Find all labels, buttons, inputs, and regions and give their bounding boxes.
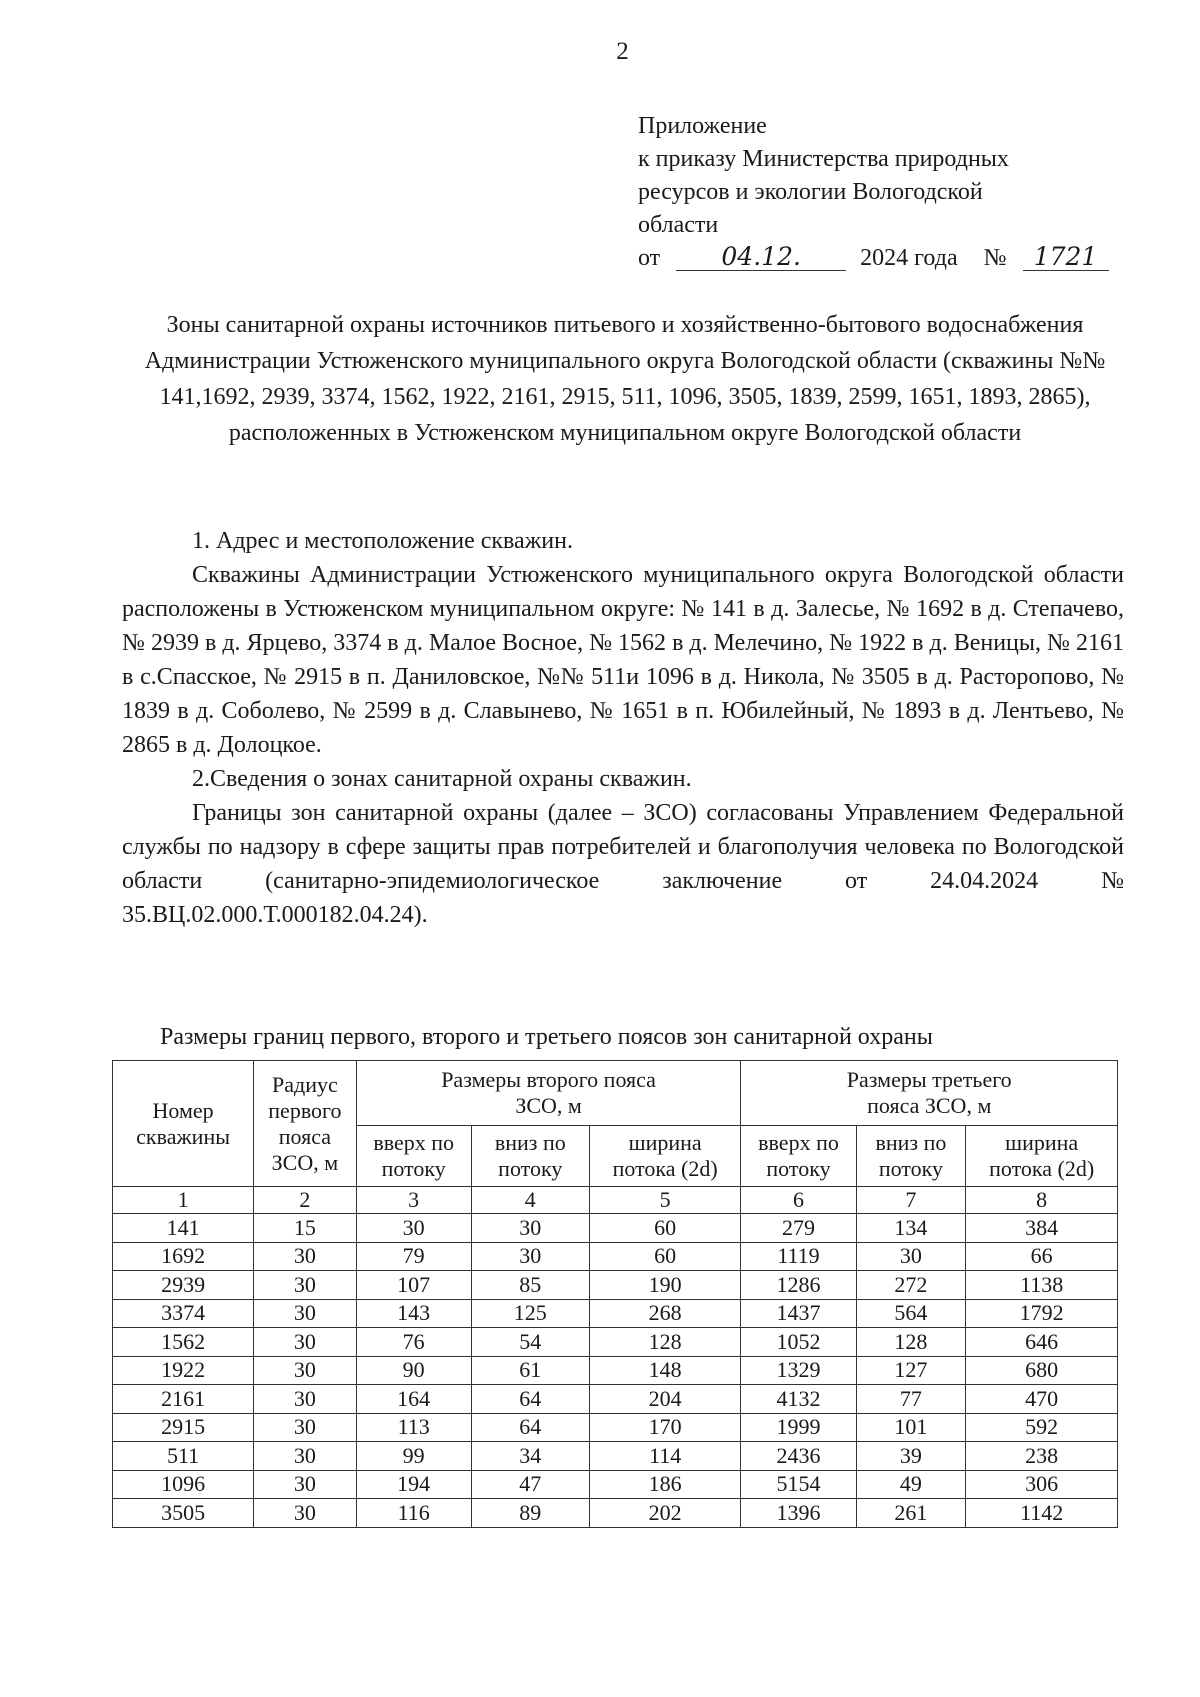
cell-third-up: 1052 — [741, 1328, 856, 1357]
cell-first-zone-radius: 30 — [254, 1299, 356, 1328]
cell-first-zone-radius: 30 — [254, 1385, 356, 1414]
cell-second-width: 268 — [589, 1299, 741, 1328]
cell-well-number: 2915 — [113, 1413, 254, 1442]
cell-second-width: 60 — [589, 1214, 741, 1243]
table-row — [113, 1470, 1118, 1499]
section2-heading: 2.Сведения о зонах санитарной охраны скважин. — [192, 766, 692, 792]
cell-well-number: 1562 — [113, 1328, 254, 1357]
cell-second-down: 64 — [471, 1413, 589, 1442]
cell-second-up: 79 — [356, 1242, 471, 1271]
header-third-up: вверх по потоку — [741, 1126, 856, 1187]
cell-second-down: 89 — [471, 1499, 589, 1528]
cell-third-width: 1792 — [966, 1299, 1118, 1328]
header-third-down: вниз по потоку — [856, 1126, 966, 1187]
cell-third-up: 1119 — [741, 1242, 856, 1271]
cell-third-width: 592 — [966, 1413, 1118, 1442]
cell-third-up: 5154 — [741, 1470, 856, 1499]
cell-well-number: 2939 — [113, 1271, 254, 1300]
table-row — [113, 1271, 1118, 1300]
column-number: 8 — [966, 1187, 1118, 1214]
cell-second-up: 113 — [356, 1413, 471, 1442]
cell-third-width: 238 — [966, 1442, 1118, 1471]
handwritten-number: 1721 — [1023, 244, 1109, 271]
cell-well-number: 3505 — [113, 1499, 254, 1528]
cell-second-width: 204 — [589, 1385, 741, 1414]
cell-second-up: 76 — [356, 1328, 471, 1357]
header-second-width: ширина потока (2d) — [589, 1126, 741, 1187]
appendix-header — [638, 110, 1158, 275]
cell-third-down: 128 — [856, 1328, 966, 1357]
cell-second-width: 114 — [589, 1442, 741, 1471]
cell-second-down: 64 — [471, 1385, 589, 1414]
cell-well-number: 3374 — [113, 1299, 254, 1328]
table-row — [113, 1499, 1118, 1528]
handwritten-date: 04.12. — [676, 244, 846, 271]
header-well-number: Номер скважины — [113, 1061, 254, 1187]
cell-second-down: 34 — [471, 1442, 589, 1471]
cell-second-down: 47 — [471, 1470, 589, 1499]
column-number: 4 — [471, 1187, 589, 1214]
number-label: № — [983, 245, 1007, 271]
section2-text: Границы зон санитарной охраны (далее – ЗСО) согласованы Управлением Федеральной службы по надзору в сфере защиты прав потребителей и благополучия человека по Вологодской области (санитарно-эпидемиологическое заключение от 24.04.2024 № 35.ВЦ.02.000.Т.000182.04.24). — [122, 800, 1124, 928]
cell-third-width: 1142 — [966, 1499, 1118, 1528]
cell-third-down: 49 — [856, 1470, 966, 1499]
cell-well-number: 511 — [113, 1442, 254, 1471]
cell-well-number: 1692 — [113, 1242, 254, 1271]
cell-third-down: 77 — [856, 1385, 966, 1414]
cell-first-zone-radius: 30 — [254, 1242, 356, 1271]
table-row — [113, 1442, 1118, 1471]
cell-second-up: 30 — [356, 1214, 471, 1243]
cell-third-down: 39 — [856, 1442, 966, 1471]
year-text: 2024 года — [860, 245, 958, 271]
header-second-up: вверх по потоку — [356, 1126, 471, 1187]
cell-third-width: 306 — [966, 1470, 1118, 1499]
table-row — [113, 1328, 1118, 1357]
table-row — [113, 1385, 1118, 1414]
appendix-line: Приложение — [638, 113, 767, 139]
cell-second-width: 190 — [589, 1271, 741, 1300]
cell-second-down: 61 — [471, 1356, 589, 1385]
header-first-zone-radius: Радиус первого пояса ЗСО, м — [254, 1061, 356, 1187]
cell-second-up: 107 — [356, 1271, 471, 1300]
cell-first-zone-radius: 30 — [254, 1470, 356, 1499]
cell-third-width: 680 — [966, 1356, 1118, 1385]
cell-second-down: 30 — [471, 1242, 589, 1271]
cell-second-width: 170 — [589, 1413, 741, 1442]
section1-heading: 1. Адрес и местоположение скважин. — [192, 528, 573, 554]
appendix-line: к приказу Министерства природных — [638, 146, 1009, 172]
appendix-line: области — [638, 212, 719, 238]
cell-third-down: 127 — [856, 1356, 966, 1385]
table-caption: Размеры границ первого, второго и третьего поясов зон санитарной охраны — [160, 1024, 933, 1050]
cell-second-down: 30 — [471, 1214, 589, 1243]
column-number: 6 — [741, 1187, 856, 1214]
header-third-width: ширина потока (2d) — [966, 1126, 1118, 1187]
cell-third-up: 2436 — [741, 1442, 856, 1471]
cell-third-down: 272 — [856, 1271, 966, 1300]
cell-well-number: 1096 — [113, 1470, 254, 1499]
cell-third-down: 261 — [856, 1499, 966, 1528]
cell-third-down: 564 — [856, 1299, 966, 1328]
cell-third-width: 470 — [966, 1385, 1118, 1414]
zones-table — [112, 1060, 1118, 1528]
page-number: 2 — [616, 38, 629, 65]
cell-first-zone-radius: 15 — [254, 1214, 356, 1243]
table-row — [113, 1356, 1118, 1385]
header-second-zone: Размеры второго пояса ЗСО, м — [356, 1061, 741, 1126]
from-label: от — [638, 245, 661, 271]
cell-second-down: 85 — [471, 1271, 589, 1300]
cell-second-up: 99 — [356, 1442, 471, 1471]
cell-well-number: 141 — [113, 1214, 254, 1243]
table-row — [113, 1413, 1118, 1442]
zones-table-body — [113, 1187, 1118, 1528]
cell-second-width: 148 — [589, 1356, 741, 1385]
cell-second-up: 116 — [356, 1499, 471, 1528]
cell-third-width: 646 — [966, 1328, 1118, 1357]
cell-second-up: 90 — [356, 1356, 471, 1385]
cell-second-width: 186 — [589, 1470, 741, 1499]
cell-third-width: 66 — [966, 1242, 1118, 1271]
section1-text: Скважины Администрации Устюженского муниципального округа Вологодской области расположены в Устюженском муниципальном округе: № 141 в д. Залесье, № 1692 в д. Степачево, № 2939 в д. Ярцево, 3374 в д. Малое Восное, № 1562 в д. Мелечино, № 1922 в д. Веницы, № 2161 в с.Спасское, № 2915 в п. Даниловское, №№ 511и 1096 в д. Никола, № 3505 в д. Расторопово, № 1839 в д. Соболево, № 2599 в д. Славынево, № 1651 в п. Юбилейный, № 1893 в д. Лентьево, № 2865 в д. Долоцкое. — [122, 562, 1124, 758]
column-number: 1 — [113, 1187, 254, 1214]
cell-third-down: 101 — [856, 1413, 966, 1442]
cell-third-up: 279 — [741, 1214, 856, 1243]
cell-second-up: 143 — [356, 1299, 471, 1328]
appendix-line: ресурсов и экологии Вологодской — [638, 179, 983, 205]
column-number: 3 — [356, 1187, 471, 1214]
column-number: 7 — [856, 1187, 966, 1214]
cell-third-up: 1329 — [741, 1356, 856, 1385]
cell-second-width: 60 — [589, 1242, 741, 1271]
table-row — [113, 1299, 1118, 1328]
appendix-date-line — [638, 242, 1158, 275]
header-second-down: вниз по потоку — [471, 1126, 589, 1187]
cell-first-zone-radius: 30 — [254, 1271, 356, 1300]
column-number-row — [113, 1187, 1118, 1214]
cell-well-number: 1922 — [113, 1356, 254, 1385]
cell-third-up: 1396 — [741, 1499, 856, 1528]
column-number: 5 — [589, 1187, 741, 1214]
cell-third-up: 1286 — [741, 1271, 856, 1300]
column-number: 2 — [254, 1187, 356, 1214]
cell-first-zone-radius: 30 — [254, 1442, 356, 1471]
cell-second-up: 164 — [356, 1385, 471, 1414]
cell-first-zone-radius: 30 — [254, 1356, 356, 1385]
header-third-zone: Размеры третьего пояса ЗСО, м — [741, 1061, 1118, 1126]
cell-second-down: 54 — [471, 1328, 589, 1357]
cell-third-up: 4132 — [741, 1385, 856, 1414]
cell-well-number: 2161 — [113, 1385, 254, 1414]
cell-third-up: 1999 — [741, 1413, 856, 1442]
cell-third-down: 134 — [856, 1214, 966, 1243]
document-title: Зоны санитарной охраны источников питьевого и хозяйственно-бытового водоснабжения Администрации Устюженского муниципального округа Вологодской области (скважины №№ 141,1692, 2939, 3374, 1562, 1922, 2161, 2915, 511, 1096, 3505, 1839, 2599, 1651, 1893, 2865), расположенных в Устюженском муниципальном округе Вологодской области — [144, 312, 1106, 446]
document-body — [122, 524, 1124, 932]
cell-third-width: 1138 — [966, 1271, 1118, 1300]
cell-second-width: 128 — [589, 1328, 741, 1357]
table-row — [113, 1214, 1118, 1243]
cell-third-down: 30 — [856, 1242, 966, 1271]
cell-third-up: 1437 — [741, 1299, 856, 1328]
cell-first-zone-radius: 30 — [254, 1413, 356, 1442]
cell-third-width: 384 — [966, 1214, 1118, 1243]
table-row — [113, 1242, 1118, 1271]
cell-first-zone-radius: 30 — [254, 1328, 356, 1357]
cell-second-width: 202 — [589, 1499, 741, 1528]
cell-first-zone-radius: 30 — [254, 1499, 356, 1528]
cell-second-down: 125 — [471, 1299, 589, 1328]
cell-second-up: 194 — [356, 1470, 471, 1499]
